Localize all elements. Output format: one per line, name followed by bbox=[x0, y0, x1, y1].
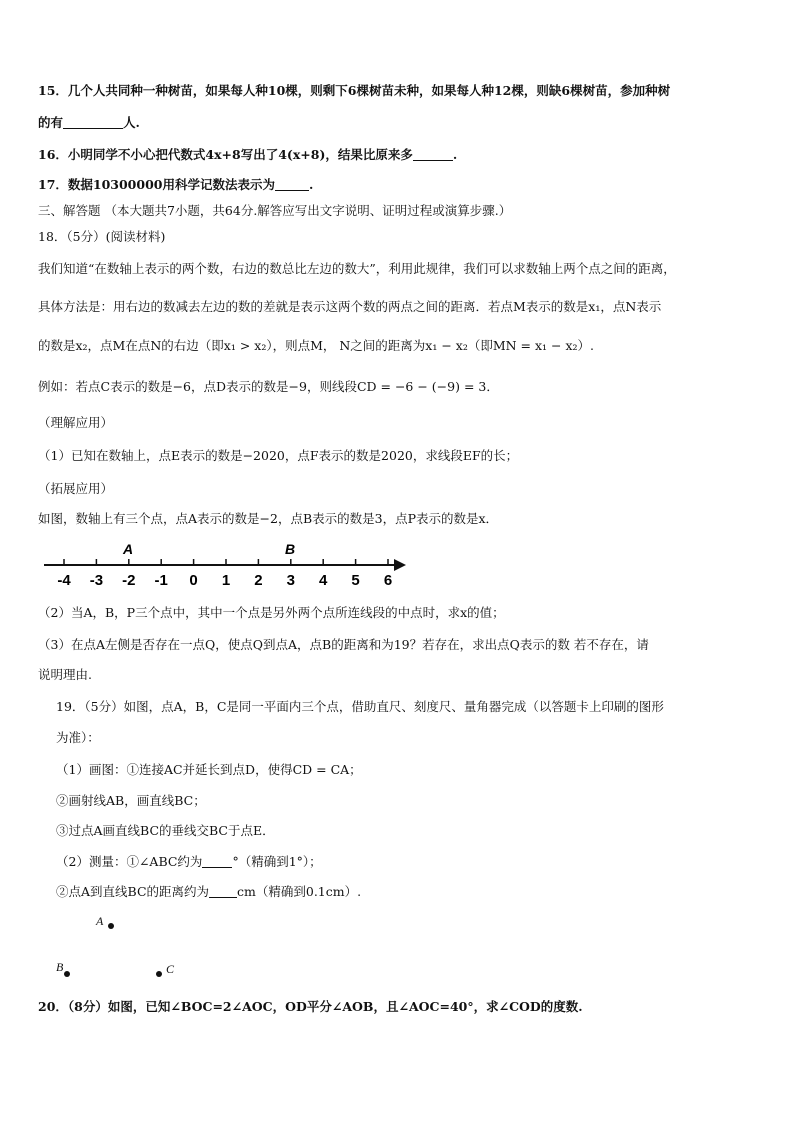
q15-line2 bbox=[38, 114, 140, 132]
q18-part2: （2）当A，B，P三个点中，其中一个点是另外两个点所连线段的中点时，求x的值； bbox=[38, 605, 505, 620]
tick-label: 5 bbox=[351, 572, 360, 589]
q18-material-p2: 具体方法是：用右边的数减去左边的数的差就是表示这两个数的两点之间的距离．若点M表示的数是x₁，点N表示 bbox=[38, 299, 662, 314]
q19-measure2 bbox=[56, 883, 361, 901]
q17-answer-blank[interactable] bbox=[275, 178, 309, 191]
point-label-a: A bbox=[122, 541, 134, 557]
q16-text: 16．小明同学不小心把代数式4x+8写出了4(x+8)，结果比原来多 bbox=[38, 147, 413, 162]
q18-material-p1: 我们知道“在数轴上表示的两个数，右边的数总比左边的数大”，利用此规律，我们可以求数轴上两个点之间的距离， bbox=[38, 261, 676, 276]
q18-extend-heading: （拓展应用） bbox=[38, 481, 114, 496]
q15-line2-end: 人. bbox=[123, 115, 140, 130]
tick-label: 2 bbox=[254, 572, 263, 589]
q18-understand-heading: （理解应用） bbox=[38, 415, 114, 430]
section-3-heading: 三、解答题 （本大题共7小题，共64分.解答应写出文字说明、证明过程或演算步骤.） bbox=[38, 203, 512, 218]
tick-label: 0 bbox=[189, 572, 198, 589]
q19-angle-blank[interactable] bbox=[202, 855, 232, 868]
tick-label: -3 bbox=[89, 572, 104, 589]
tick-label: -4 bbox=[57, 572, 71, 589]
point-b-label: B bbox=[56, 960, 64, 974]
q18-part3-line1: （3）在点A左侧是否存在一点Q，使点Q到点A，点B的距离和为19？若存在，求出点Q表示的数 若不存在，请 bbox=[38, 637, 649, 652]
q19-measure1 bbox=[56, 853, 322, 871]
tick-label: -2 bbox=[122, 572, 136, 589]
point-b-dot bbox=[64, 971, 70, 977]
number-line-arrow-icon bbox=[394, 559, 406, 571]
q15-line2-start: 的有 bbox=[38, 115, 64, 130]
q19-step3: ③过点A画直线BC的垂线交BC于点E． bbox=[56, 823, 275, 838]
q19-measure2-text: ②点A到直线BC的距离约为 bbox=[56, 884, 210, 899]
tick-label: 6 bbox=[383, 572, 393, 589]
question-16 bbox=[38, 146, 457, 164]
point-c-dot bbox=[156, 971, 162, 977]
tick-label: 3 bbox=[286, 572, 295, 589]
q19-measure1-end: °（精确到1°）； bbox=[232, 854, 322, 869]
q15-line1: 15．几个人共同种一种树苗，如果每人种10棵，则剩下6棵树苗未种，如果每人种12棵，则缺6棵树苗，参加种树 bbox=[38, 83, 671, 98]
q18-part1: （1）已知在数轴上，点E表示的数是−2020，点F表示的数是2020，求线段EF的长； bbox=[38, 448, 519, 463]
q16-answer-blank[interactable] bbox=[413, 148, 453, 161]
point-c-label: C bbox=[166, 962, 175, 976]
tick-label: 4 bbox=[319, 572, 328, 589]
tick-label: -1 bbox=[154, 572, 168, 589]
q19-step2: ②画射线AB，画直线BC； bbox=[56, 793, 206, 808]
q15-answer-blank[interactable] bbox=[63, 116, 123, 129]
q16-end: . bbox=[452, 147, 458, 162]
q18-example: 例如：若点C表示的数是−6，点D表示的数是−9，则线段CD = −6 − (−9) = 3． bbox=[38, 379, 499, 394]
q19-line2: 为准）： bbox=[56, 730, 100, 745]
q19-distance-blank[interactable] bbox=[209, 885, 237, 898]
question-20: 20．（8分）如图，已知∠BOC=2∠AOC，OD平分∠AOB，且∠AOC=40°，求∠COD的度数. bbox=[38, 999, 583, 1014]
point-a-dot bbox=[108, 923, 114, 929]
point-label-b: B bbox=[284, 541, 296, 557]
q18-material-p3: 的数是x₂，点M在点N的右边（即x₁ > x₂），则点M， N之间的距离为x₁ − x₂（即MN = x₁ − x₂）. bbox=[38, 338, 595, 353]
q18-header: 18．（5分）(阅读材料) bbox=[38, 229, 166, 244]
q18-figure-intro: 如图，数轴上有三个点，点A表示的数是−2，点B表示的数是3，点P表示的数是x． bbox=[38, 511, 499, 526]
q19-measure1-text: （2）测量：①∠ABC约为 bbox=[56, 854, 203, 869]
q18-part3-line2: 说明理由. bbox=[38, 667, 92, 682]
point-a-label: A bbox=[96, 914, 104, 928]
tick-label: 1 bbox=[221, 572, 231, 589]
number-line-figure bbox=[40, 538, 410, 590]
q17-end: . bbox=[308, 177, 314, 192]
q19-step1: （1）画图：①连接AC并延长到点D，使得CD = CA； bbox=[56, 762, 362, 777]
q19-measure2-end: cm（精确到0.1cm）. bbox=[237, 884, 362, 899]
question-17 bbox=[38, 176, 313, 194]
q17-text: 17．数据10300000用科学记数法表示为 bbox=[38, 177, 275, 192]
q19-line1: 19．（5分）如图，点A，B，C是同一平面内三个点，借助直尺、刻度尺、量角器完成（以答题卡上印刷的图形 bbox=[56, 699, 664, 714]
